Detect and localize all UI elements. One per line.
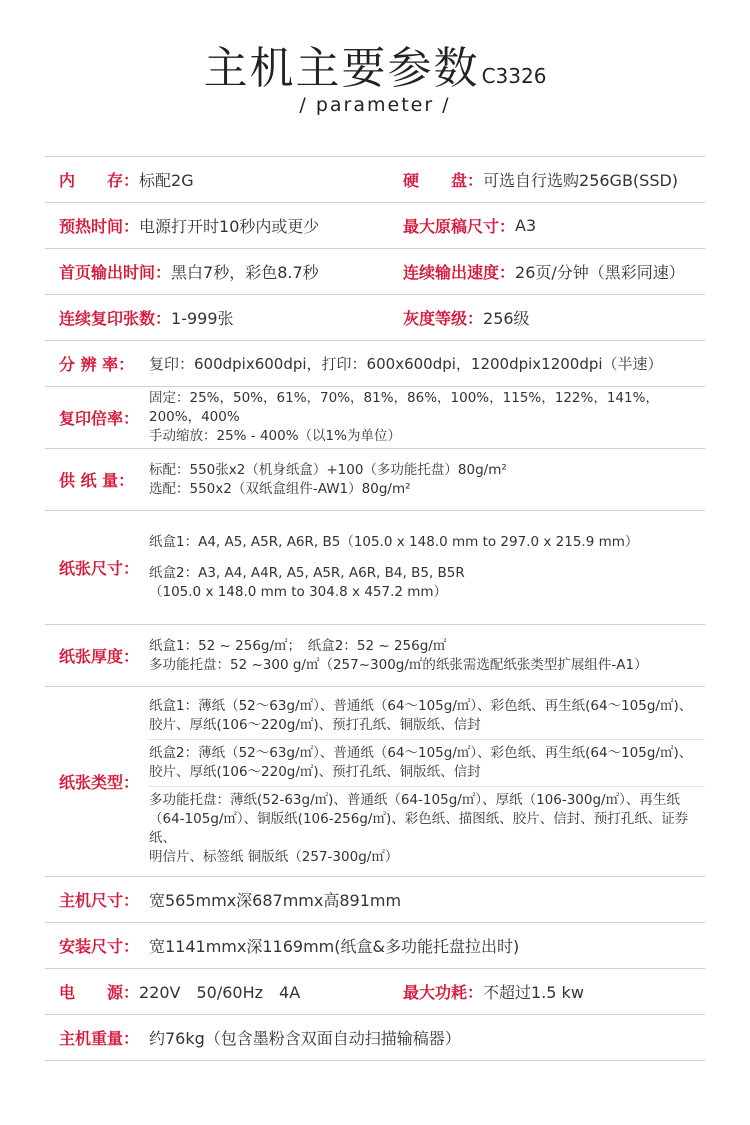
page-title	[0, 32, 750, 96]
warmup-value: 电源打开时10秒内或更少	[139, 217, 320, 236]
spec-row-dimensions	[45, 877, 705, 923]
max-power-label: 最大功耗：	[403, 983, 484, 1002]
page-subtitle: / parameter /	[299, 94, 451, 116]
memory-label: 内 存：	[59, 171, 140, 190]
zoom-fixed: 固定：25%，50%，61%，70%，81%，86%，100%，115%，122%，141%，200%，400%	[149, 390, 659, 425]
spec-row-paper-size	[45, 511, 705, 625]
spec-row-warmup	[45, 203, 705, 249]
paper-weight-mp-tray: 多功能托盘：52 ~300 g/㎡（257~300g/㎡的纸张需选配纸张类型扩展组件-A1）	[149, 656, 648, 673]
spec-row-copy	[45, 295, 705, 341]
spec-row-memory	[45, 157, 705, 203]
paper-supply-label: 供 纸 量：	[59, 471, 135, 490]
power-value: 220V 50/60Hz 4A	[139, 983, 301, 1002]
paper-type-tray1	[149, 693, 705, 740]
paper-size-label: 纸张尺寸：	[59, 559, 140, 578]
zoom-label: 复印倍率：	[59, 409, 140, 428]
spec-row-output	[45, 249, 705, 295]
copy-count-value: 1-999张	[171, 309, 234, 328]
paper-supply-optional: 选配：550x2（双纸盒组件-AW1）80g/m²	[149, 480, 411, 497]
continuous-speed-value: 26页/分钟（黑彩同速）	[515, 263, 685, 282]
install-size-value: 宽1141mmx深1169mm(纸盒&多功能托盘拉出时)	[149, 937, 520, 956]
max-original-value: A3	[515, 216, 537, 235]
title-text: 主机主要参数	[203, 43, 480, 94]
paper-type-mp-line3: 明信片、标签纸 铜版纸（257-300g/㎡）	[149, 848, 399, 865]
dimensions-label: 主机尺寸：	[59, 891, 140, 910]
paper-type-mp-line1: 多功能托盘：薄纸(52-63g/㎡)、普通纸（64-105g/㎡）、厚纸（106-300g/㎡）、再生纸	[149, 791, 680, 808]
first-output-label: 首页输出时间：	[59, 263, 172, 282]
install-size-label: 安装尺寸：	[59, 937, 140, 956]
zoom-manual: 手动缩放：25% - 400%（以1%为单位）	[149, 428, 401, 444]
hdd-value: 可选自行选购256GB(SSD)	[483, 171, 679, 190]
paper-type-label: 纸张类型：	[59, 773, 140, 792]
paper-size-tray2-range: （105.0 x 148.0 mm to 304.8 x 457.2 mm）	[149, 584, 448, 600]
paper-size-tray2: 纸盒2：A3, A4, A4R, A5, A5R, A6R, B4, B5, B5R	[149, 565, 465, 581]
warmup-label: 预热时间：	[59, 217, 140, 236]
resolution-value: 复印：600dpix600dpi，打印：600x600dpi，1200dpix1200dpi（半速）	[149, 355, 663, 373]
hdd-label: 硬 盘：	[403, 171, 484, 190]
model-number: C3326	[481, 64, 547, 88]
weight-label: 主机重量：	[59, 1029, 140, 1048]
gray-level-label: 灰度等级：	[403, 309, 484, 328]
paper-type-tray2	[149, 740, 705, 787]
paper-type-mp-tray	[149, 787, 705, 871]
paper-type-tray2-line1: 纸盒2：薄纸（52～63g/㎡）、普通纸（64～105g/㎡）、彩色纸、再生纸(64～105g/㎡)、	[149, 744, 693, 761]
paper-weight-label: 纸张厚度：	[59, 647, 140, 666]
paper-supply-standard: 标配：550张x2（机身纸盒）+100（多功能托盘）80g/m²	[149, 461, 507, 478]
spec-row-zoom	[45, 387, 705, 449]
spec-row-power	[45, 969, 705, 1015]
continuous-speed-label: 连续输出速度：	[403, 263, 516, 282]
spec-row-install-size	[45, 923, 705, 969]
spec-row-paper-type	[45, 687, 705, 877]
max-original-label: 最大原稿尺寸：	[403, 217, 516, 236]
paper-type-mp-line2: （64-105g/㎡）、铜版纸(106-256g/㎡)、彩色纸、描图纸、胶片、信封、预打孔纸、证券纸、	[149, 810, 689, 846]
copy-count-label: 连续复印张数：	[59, 309, 172, 328]
power-label: 电 源：	[59, 983, 140, 1002]
spec-row-paper-weight	[45, 625, 705, 687]
gray-level-value: 256级	[483, 309, 530, 328]
spec-table	[45, 156, 705, 1061]
dimensions-value: 宽565mmx深687mmx高891mm	[149, 891, 402, 910]
weight-value: 约76kg（包含墨粉含双面自动扫描输稿器）	[149, 1029, 461, 1048]
paper-size-tray1: 纸盒1：A4, A5, A5R, A6R, B5（105.0 x 148.0 mm to 297.0 x 215.9 mm）	[149, 534, 639, 550]
max-power-value: 不超过1.5 kw	[483, 983, 584, 1002]
spec-row-weight	[45, 1015, 705, 1061]
first-output-value: 黑白7秒，彩色8.7秒	[171, 263, 319, 282]
memory-value: 标配2G	[139, 171, 194, 190]
paper-weight-trays: 纸盒1：52 ~ 256g/㎡； 纸盒2：52 ~ 256g/㎡	[149, 637, 447, 654]
paper-type-tray1-line2: 胶片、厚纸(106～220g/㎡)、预打孔纸、铜版纸、信封	[149, 716, 481, 733]
resolution-label: 分 辨 率：	[59, 355, 135, 374]
spec-row-paper-supply	[45, 449, 705, 511]
paper-type-tray1-line1: 纸盒1：薄纸（52～63g/㎡）、普通纸（64～105g/㎡）、彩色纸、再生纸(64～105g/㎡)、	[149, 697, 693, 714]
paper-type-tray2-line2: 胶片、厚纸(106～220g/㎡)、预打孔纸、铜版纸、信封	[149, 763, 481, 780]
spec-row-resolution	[45, 341, 705, 387]
